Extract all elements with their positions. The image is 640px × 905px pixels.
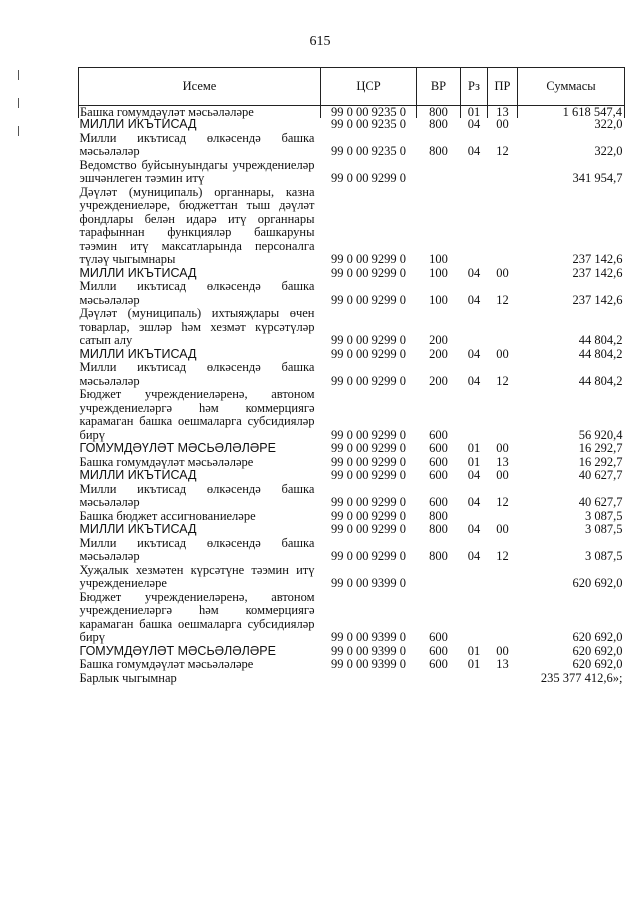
cell-pr: 12: [496, 373, 509, 388]
cell-vr: 600: [429, 657, 448, 671]
table-row: [79, 591, 625, 645]
cell-pr: 00: [496, 441, 509, 455]
table-row: [79, 537, 625, 564]
cell-csr: 99 0 00 9299 0: [331, 292, 406, 307]
table-row: [79, 469, 625, 483]
cell-sum: 237 142,6: [572, 292, 623, 307]
cell-rz: [461, 186, 488, 267]
header-pr: ПР: [488, 68, 518, 106]
cell-csr: 99 0 00 9299 0: [331, 441, 406, 455]
cell-name: Милли икътисад өлкәсендә башка мәсьәләләр: [79, 481, 315, 509]
table-row: [79, 510, 625, 524]
cell-csr: 99 0 00 9299 0: [331, 265, 406, 280]
cell-rz: 04: [467, 468, 481, 482]
cell-pr: 00: [496, 468, 509, 482]
cell-csr: 99 0 00 9399 0: [331, 657, 406, 671]
cell-vr: 200: [429, 373, 448, 388]
cell-rz: 01: [467, 441, 481, 455]
cell-pr: 00: [496, 117, 509, 131]
cell-name: Дәүләт (муниципаль) органнары, казна учреждениеләре, бюджеттан тыш дәүләт фондлары белән идарә итү органнары тарафыннан функцияләр башкаруны тәэмин итү максатларында персоналга түләү чыгымнары: [79, 184, 315, 266]
cell-vr: 100: [429, 265, 448, 280]
cell-pr: [488, 388, 518, 442]
cell-rz: 01: [467, 643, 481, 658]
cell-vr: 200: [429, 346, 448, 361]
table-row: [79, 442, 625, 456]
cell-sum: 620 692,0: [572, 630, 623, 644]
table-row: [79, 523, 625, 537]
header-vr: ВР: [417, 68, 461, 106]
cell-rz: 01: [461, 106, 488, 119]
cell-csr: 99 0 00 9299 0: [331, 549, 406, 563]
cell-pr: 12: [496, 549, 509, 563]
cell-sum: 237 142,6: [572, 265, 623, 280]
cell-sum: 3 087,5: [585, 508, 623, 523]
table-row: [79, 118, 625, 132]
cell-pr: 13: [496, 657, 509, 671]
cell-vr: 800: [429, 549, 448, 563]
cell-sum: 56 920,4: [578, 427, 623, 442]
header-name: Исеме: [79, 68, 321, 106]
table-row: [79, 645, 625, 659]
cell-name: ГОМУМДӘҮЛӘТ МӘСЬӘЛӘЛӘРЕ: [79, 643, 276, 658]
cell-csr: 99 0 00 9399 0: [331, 630, 406, 644]
cell-pr: [488, 307, 518, 348]
cell-name: Милли икътисад өлкәсендә башка мәсьәләләр: [79, 535, 315, 563]
table-row: [79, 307, 625, 348]
table-row: [79, 361, 625, 388]
cell-csr: 99 0 00 9299 0: [331, 171, 406, 185]
cell-sum: 40 627,7: [578, 495, 623, 509]
table-body: [79, 106, 625, 686]
cell-name: МИЛЛИ ИКЪТИСАД: [79, 468, 197, 482]
cell-pr: 00: [496, 643, 509, 658]
cell-sum: 322,0: [594, 144, 623, 158]
total-row: [79, 672, 625, 686]
budget-table: [78, 67, 625, 685]
cell-name: Башка гомумдәүләт мәсьәләләре: [79, 106, 321, 119]
cell-vr: 200: [429, 333, 448, 347]
table-row: [79, 348, 625, 362]
page-number: 615: [309, 34, 331, 49]
cell-rz: [461, 591, 488, 645]
cell-csr: 99 0 00 9299 0: [331, 495, 406, 509]
cell-csr: 99 0 00 9235 0: [321, 106, 417, 119]
cell-csr: 99 0 00 9299 0: [331, 468, 406, 482]
cell-name: Милли икътисад өлкәсендә башка мәсьәләләр: [79, 130, 315, 158]
cell-vr: 600: [429, 441, 448, 455]
margin-mark: [18, 126, 19, 136]
cell-sum: 1 618 547,4: [518, 106, 625, 119]
cell-pr: [488, 159, 518, 186]
cell-csr: 99 0 00 9399 0: [331, 643, 406, 658]
cell-pr: 13: [488, 106, 518, 119]
cell-vr: 600: [429, 468, 448, 482]
margin-marks: [18, 70, 20, 160]
cell-rz: 04: [467, 117, 481, 131]
table-row: [79, 280, 625, 307]
cell-vr: [417, 564, 461, 591]
cell-pr: 12: [496, 144, 509, 158]
cell-rz: 04: [467, 144, 481, 158]
cell-rz: 04: [467, 495, 481, 509]
table-row: [79, 483, 625, 510]
cell-rz: 04: [467, 265, 481, 280]
cell-vr: 800: [429, 144, 448, 158]
cell-csr: 99 0 00 9235 0: [331, 144, 406, 158]
cell-rz: [461, 510, 488, 524]
cell-pr: [488, 510, 518, 524]
cell-pr: 12: [496, 292, 509, 307]
cell-csr: 99 0 00 9299 0: [331, 252, 406, 266]
margin-mark: [18, 98, 19, 108]
cell-csr: 99 0 00 9299 0: [331, 346, 406, 361]
cell-name: Хуҗалык хезмәтен күрсәтүне тәэмин итү учреждениеләре: [79, 562, 315, 590]
cell-vr: 800: [429, 522, 448, 536]
cell-vr: 100: [429, 292, 448, 307]
cell-pr: 00: [496, 346, 509, 361]
cell-pr: 00: [496, 522, 509, 536]
cell-name: Бюджет учреждениеләренә, автоном учреждениеләргә һәм коммерциягә карамаган башка оешмаларга субсидияләр бирү: [79, 589, 315, 644]
header-rz: Рз: [461, 68, 488, 106]
cell-sum: 237 142,6: [572, 252, 623, 266]
table-row: [79, 658, 625, 672]
cell-rz: 04: [467, 522, 481, 536]
cell-sum: 3 087,5: [585, 549, 623, 563]
cell-name: МИЛЛИ ИКЪТИСАД: [79, 265, 197, 280]
total-sum: 235 377 412,6»;: [540, 670, 623, 685]
cell-name: ГОМУМДӘҮЛӘТ МӘСЬӘЛӘЛӘРЕ: [79, 441, 276, 455]
cell-name: Башка бюджет ассигнованиеләре: [79, 508, 256, 523]
cell-sum: 620 692,0: [572, 643, 623, 658]
cell-rz: 04: [467, 373, 481, 388]
cell-rz: [461, 159, 488, 186]
table-row: [79, 267, 625, 281]
cell-vr: 600: [429, 630, 448, 644]
cell-sum: 322,0: [594, 117, 623, 131]
cell-rz: [461, 388, 488, 442]
cell-name: МИЛЛИ ИКЪТИСАД: [79, 522, 197, 536]
cell-vr: 800: [417, 106, 461, 119]
cell-pr: 13: [496, 454, 509, 469]
cell-name: Бюджет учреждениеләренә, автоном учреждениеләргә һәм коммерциягә карамаган башка оешмаларга субсидияләр бирү: [79, 387, 315, 442]
cell-csr: 99 0 00 9299 0: [331, 522, 406, 536]
cell-vr: [417, 159, 461, 186]
cell-vr: 600: [429, 643, 448, 658]
cell-pr: 00: [496, 265, 509, 280]
table-row: [79, 159, 625, 186]
cell-name: Ведомство буйсынуындагы учреждениеләр эшчәнлеген тәэмин итү: [79, 157, 315, 185]
cell-csr: 99 0 00 9399 0: [331, 576, 406, 590]
cell-sum: 16 292,7: [578, 441, 623, 455]
cell-sum: 44 804,2: [578, 373, 623, 388]
cell-csr: 99 0 00 9299 0: [331, 427, 406, 442]
table-row: [79, 388, 625, 442]
cell-vr: 600: [429, 427, 448, 442]
table-row: [79, 564, 625, 591]
cell-rz: 01: [467, 454, 481, 469]
cell-rz: 04: [467, 549, 481, 563]
table-row: [79, 456, 625, 470]
cell-name: МИЛЛИ ИКЪТИСАД: [79, 117, 197, 131]
cell-pr: 12: [496, 495, 509, 509]
cell-sum: 44 804,2: [578, 346, 623, 361]
cell-sum: 620 692,0: [572, 576, 623, 590]
cell-pr: [488, 591, 518, 645]
cell-csr: 99 0 00 9299 0: [331, 333, 406, 347]
cell-pr: [488, 564, 518, 591]
table-row: [79, 132, 625, 159]
cell-sum: 3 087,5: [585, 522, 623, 536]
cell-sum: 16 292,7: [578, 454, 623, 469]
table-row: [79, 186, 625, 267]
cell-pr: [488, 186, 518, 267]
cell-csr: 99 0 00 9299 0: [331, 373, 406, 388]
cell-sum: 620 692,0: [572, 657, 623, 671]
cell-name: Милли икътисад өлкәсендә башка мәсьәләләр: [79, 279, 315, 307]
margin-mark: [18, 70, 19, 80]
cell-rz: 04: [467, 346, 481, 361]
cell-vr: 800: [429, 117, 448, 131]
cell-name: Милли икътисад өлкәсендә башка мәсьәләләр: [79, 360, 315, 388]
cell-sum: 40 627,7: [578, 468, 623, 482]
cell-name: Башка гомумдәүләт мәсьәләләре: [79, 454, 254, 469]
cell-csr: 99 0 00 9235 0: [331, 117, 406, 131]
cell-rz: 04: [467, 292, 481, 307]
cell-vr: 800: [429, 508, 448, 523]
cell-vr: 100: [429, 252, 448, 266]
cell-csr: 99 0 00 9299 0: [331, 508, 406, 523]
cell-name: МИЛЛИ ИКЪТИСАД: [79, 346, 197, 361]
cell-sum: 44 804,2: [578, 333, 623, 347]
cell-vr: 600: [429, 495, 448, 509]
table-header-row: [79, 68, 625, 106]
total-label: Барлык чыгымнар: [79, 670, 177, 685]
cell-sum: 341 954,7: [572, 171, 623, 185]
cell-name: Башка гомумдәүләт мәсьәләләре: [79, 657, 254, 671]
cell-csr: 99 0 00 9299 0: [331, 454, 406, 469]
cell-rz: [461, 564, 488, 591]
cell-rz: [461, 307, 488, 348]
header-csr: ЦСР: [321, 68, 417, 106]
cell-rz: 01: [467, 657, 481, 671]
header-sum: Суммасы: [518, 68, 625, 106]
cell-name: Дәүләт (муниципаль) ихтыяҗлары өчен товарлар, эшләр һәм хезмәт күрсәтүләр сатып алу: [79, 306, 315, 347]
cell-vr: 600: [429, 454, 448, 469]
